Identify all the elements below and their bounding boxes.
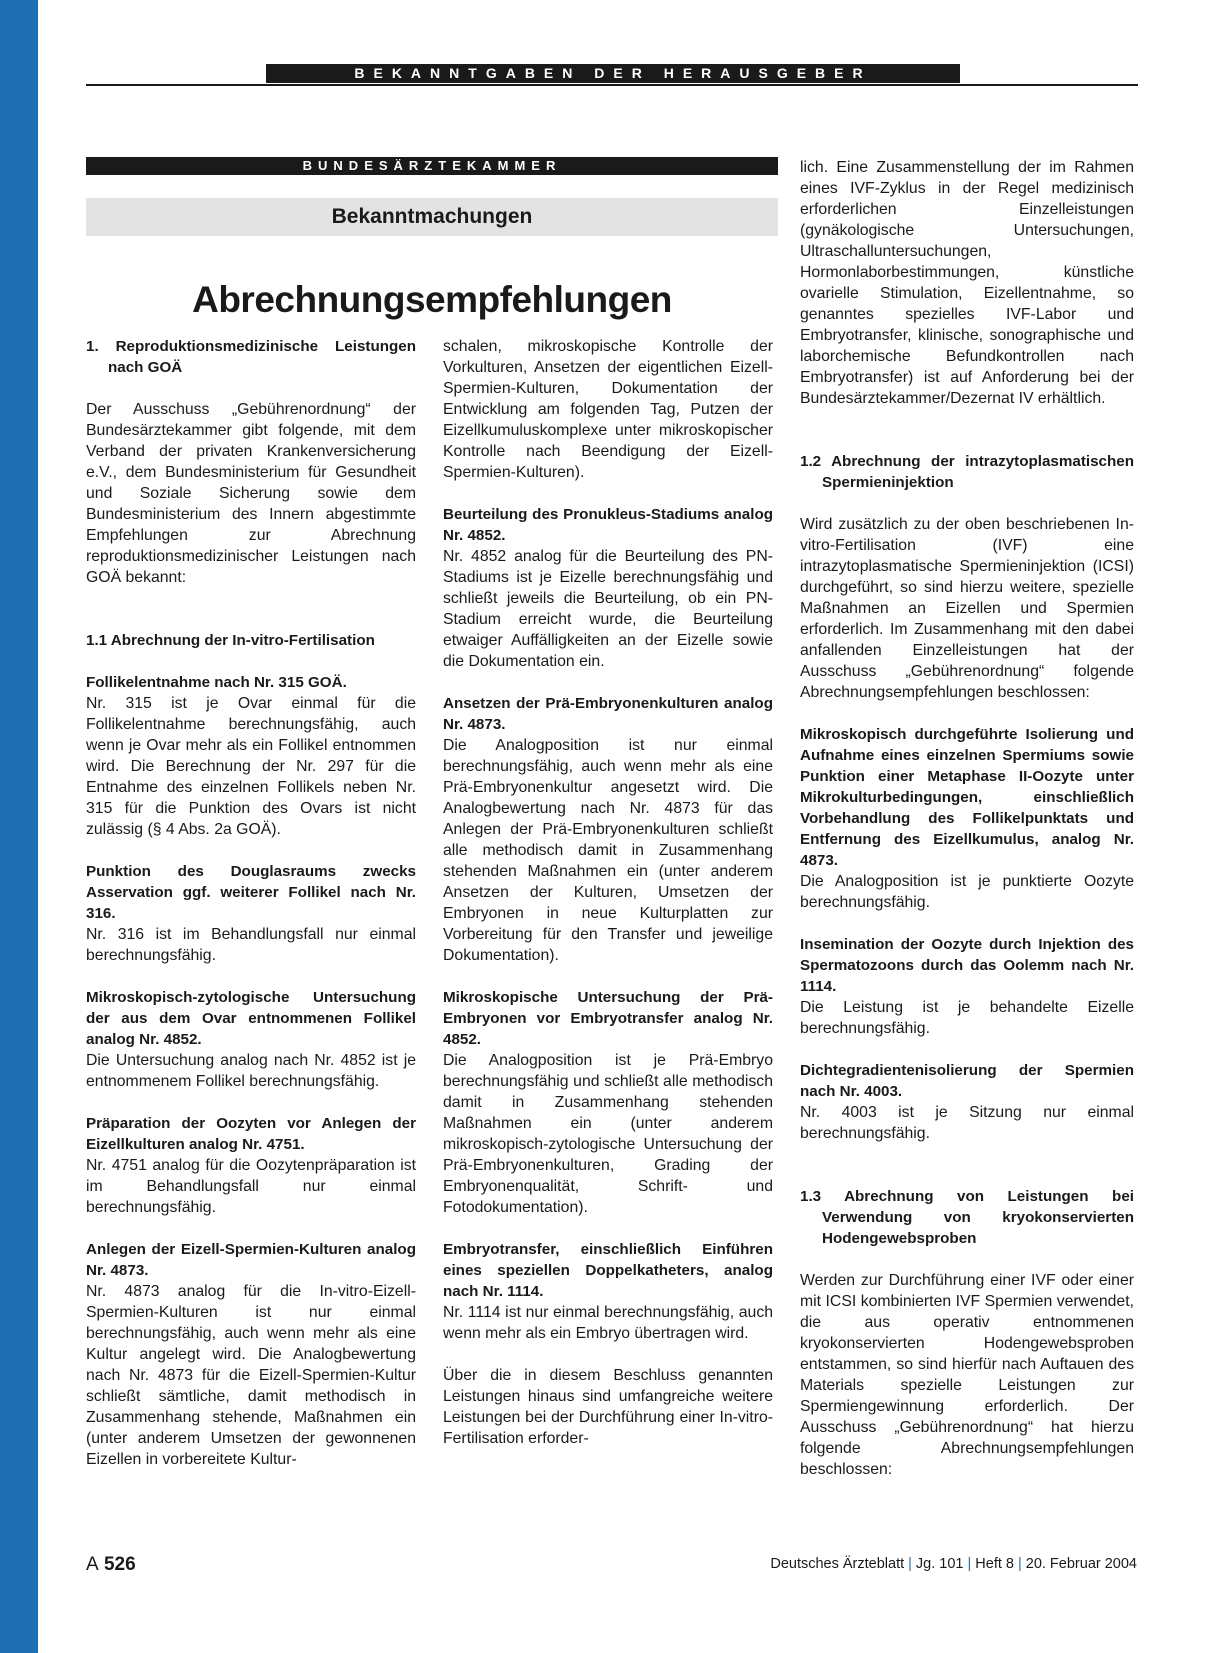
journal-name: Deutsches Ärzteblatt bbox=[770, 1556, 905, 1572]
paragraph: Nr. 4873 analog für die In-vitro-Eizell-Spermien-Kulturen ist nur einmal berechnungsfähig, auch wenn mehr als eine Kultur angelegt wird. Die Analogbewertung nach Nr. 4873 für die Eizell-Spermien-Kultur schließt sämtliche, damit methodisch in Zusammenhang stehende, Maßnahmen ein (unter anderem Umsetzen der gewonnenen Eizellen in vorbereitete Kultur- bbox=[86, 1283, 416, 1468]
item-heading: Dichtegradientenisolierung der Spermien nach Nr. 4003. bbox=[800, 1062, 1134, 1100]
paragraph: Wird zusätzlich zu der oben beschriebenen In-vitro-Fertilisation (IVF) eine intrazytoplasmatische Spermieninjektion (ICSI) durchgeführt, so sind hierzu weitere, spezielle Maßnahmen an Eizellen und Spermien erforderlich. Im Zusammenhang mit den dabei anfallenden Einzelleistungen hat der Ausschuss „Gebührenordnung“ folgende Abrechnungsempfehlungen beschlossen: bbox=[800, 516, 1134, 701]
separator: | bbox=[967, 1556, 972, 1572]
journal-issue: Heft 8 bbox=[975, 1556, 1014, 1572]
section-heading: 1.2 Abrechnung der intrazytoplasmatischen Spermieninjektion bbox=[800, 453, 1134, 491]
header-rule bbox=[86, 84, 1138, 86]
left-color-stripe bbox=[0, 0, 38, 1653]
paragraph: lich. Eine Zusammenstellung der im Rahmen eines IVF-Zyklus in der Regel medizinisch erforderlichen Einzelleistungen (gynäkologische Untersuchungen, Ultraschalluntersuchungen, Hormonlaborbestimmungen, künstliche ovarielle Stimulation, Eizellentnahme, so genanntes spezielles IVF-Labor und Embryotransfer, klinische, sonographische und laborchemische Befundkontrollen nach Embryotransfer) ist auf Anforderung bei der Bundesärztekammer/Dezernat IV erhältlich. bbox=[800, 159, 1134, 407]
item-heading: Punktion des Douglasraums zwecks Asservation ggf. weiterer Follikel nach Nr. 316. bbox=[86, 863, 416, 922]
subsection-band: Bekanntmachungen bbox=[86, 198, 778, 236]
paragraph: Nr. 4852 analog für die Beurteilung des PN-Stadiums ist je Eizelle berechnungsfähig und schließt jeweils die Beurteilung, ob ein PN-Stadium erreicht wurde, die Beurteilung etwaiger Auffälligkeiten an der Eizelle sowie die Dokumentation ein. bbox=[443, 548, 773, 670]
paragraph: Der Ausschuss „Gebührenordnung“ der Bundesärztekammer gibt folgende, mit dem Verband der privaten Krankenversicherung e.V., dem Bundesministerium für Gesundheit und Soziale Sicherung sowie dem Bundesministerium des Innern abgestimmte Empfehlungen zur Abrechnung reproduktionsmedizinischer Leistungen nach GOÄ bekannt: bbox=[86, 401, 416, 586]
page-prefix: A bbox=[86, 1554, 99, 1575]
item-heading: Mikroskopisch-zytologische Untersuchung der aus dem Ovar entnommenen Follikel analog Nr. 4852. bbox=[86, 989, 416, 1048]
page-number-value: 526 bbox=[103, 1554, 136, 1575]
item-heading: Insemination der Oozyte durch Injektion des Spermatozoons durch das Oolemm nach Nr. 1114. bbox=[800, 936, 1134, 995]
separator: | bbox=[908, 1556, 912, 1572]
paragraph: Nr. 4003 ist je Sitzung nur einmal berechnungsfähig. bbox=[800, 1104, 1134, 1142]
journal-volume: Jg. 101 bbox=[915, 1556, 964, 1572]
item-heading: Mikroskopisch durchgeführte Isolierung und Aufnahme eines einzelnen Spermiums sowie Punktion einer Metaphase II-Oozyte unter Mikrokulturbedingungen, einschließlich Vorbehandlung des Follikelpunktats und Entfernung des Eizellkumulus, analog Nr. 4873. bbox=[800, 726, 1134, 869]
section-heading: 1.3 Abrechnung von Leistungen bei Verwendung von kryokonservierten Hodengewebsproben bbox=[800, 1188, 1134, 1247]
paragraph: Nr. 1114 ist nur einmal berechnungsfähig, auch wenn mehr als ein Embryo übertragen wird. bbox=[443, 1304, 773, 1342]
item-heading: Follikelentnahme nach Nr. 315 GOÄ. bbox=[86, 674, 347, 691]
paragraph: Die Leistung ist je behandelte Eizelle berechnungsfähig. bbox=[800, 999, 1134, 1037]
item-heading: Ansetzen der Prä-Embryonenkulturen analog Nr. 4873. bbox=[443, 695, 773, 733]
column-1 bbox=[86, 336, 416, 1470]
column-3 bbox=[800, 157, 1134, 1480]
page-number bbox=[86, 1554, 136, 1576]
journal-date: 20. Februar 2004 bbox=[1025, 1556, 1137, 1572]
section-heading: 1. Reproduktionsmedizinische Leistungen nach GOÄ bbox=[86, 338, 416, 376]
item-heading: Beurteilung des Pronukleus-Stadiums analog Nr. 4852. bbox=[443, 506, 773, 544]
item-heading: Mikroskopische Untersuchung der Prä-Embryonen vor Embryotransfer analog Nr. 4852. bbox=[443, 989, 773, 1048]
paragraph: Nr. 4751 analog für die Oozytenpräparation ist im Behandlungsfall nur einmal berechnungsfähig. bbox=[86, 1157, 416, 1216]
paragraph: Werden zur Durchführung einer IVF oder einer mit ICSI kombinierten IVF Spermien verwendet, die aus operativ entnommenen kryokonservierten Hodengewebsproben entstammen, so sind hierfür nach Auftauen des Materials spezielle Leistungen zur Spermiengewinnung erforderlich. Der Ausschuss „Gebührenordnung“ hat hierzu folgende Abrechnungsempfehlungen beschlossen: bbox=[800, 1272, 1134, 1478]
item-heading: Embryotransfer, einschließlich Einführen eines speziellen Doppelkatheters, analog nach Nr. 1114. bbox=[443, 1241, 773, 1300]
paragraph: schalen, mikroskopische Kontrolle der Vorkulturen, Ansetzen der eigentlichen Eizell-Spermien-Kulturen, Dokumentation der Entwicklung am folgenden Tag, Putzen der Eizellkumuluskomplexe unter mikroskopischer Kontrolle nach Beendigung der Eizell-Spermien-Kulturen). bbox=[443, 338, 773, 481]
separator: | bbox=[1017, 1556, 1022, 1572]
page-title: Abrechnungsempfehlungen bbox=[192, 279, 672, 320]
header-band: BEKANNTGABEN DER HERAUSGEBER bbox=[266, 64, 960, 83]
journal-info bbox=[770, 1556, 1137, 1572]
paragraph: Die Analogposition ist je Prä-Embryo berechnungsfähig und schließt alle methodisch damit in Zusammenhang stehenden Maßnahmen ein (unter anderem mikroskopisch-zytologische Untersuchung der Prä-Embryonenkulturen, Grading der Embryonenqualität, Schrift- und Fotodokumentation). bbox=[443, 1052, 773, 1216]
paragraph: Die Analogposition ist je punktierte Oozyte berechnungsfähig. bbox=[800, 873, 1134, 911]
paragraph: Die Untersuchung analog nach Nr. 4852 ist je entnommenem Follikel berechnungsfähig. bbox=[86, 1052, 416, 1090]
item-heading: Anlegen der Eizell-Spermien-Kulturen analog Nr. 4873. bbox=[86, 1241, 416, 1279]
column-2 bbox=[443, 336, 773, 1449]
item-heading: Präparation der Oozyten vor Anlegen der Eizellkulturen analog Nr. 4751. bbox=[86, 1115, 416, 1153]
section-band: BUNDESÄRZTEKAMMER bbox=[86, 157, 778, 175]
paragraph: Nr. 315 ist je Ovar einmal für die Follikelentnahme berechnungsfähig, auch wenn je Ovar mehr als ein Follikel entnommen wird. Die Berechnung der Nr. 297 für die Entnahme des einzelnen Follikels neben Nr. 315 für die Punktion des Ovars ist nicht zulässig (§ 4 Abs. 2a GOÄ). bbox=[86, 695, 416, 838]
paragraph: Die Analogposition ist nur einmal berechnungsfähig, auch wenn mehr als eine Prä-Embryonenkultur angesetzt wird. Die Analogbewertung nach Nr. 4873 für das Anlegen der Prä-Embryonenkulturen schließt alle methodisch damit in Zusammenhang stehenden Maßnahmen ein (unter anderem Ansetzen der Kulturen, Umsetzen der Embryonen in neue Kulturplatten zur Vorbereitung für den Transfer und jeweilige Dokumentation). bbox=[443, 737, 773, 964]
paragraph: Nr. 316 ist im Behandlungsfall nur einmal berechnungsfähig. bbox=[86, 926, 416, 964]
section-heading: 1.1 Abrechnung der In-vitro-Fertilisation bbox=[86, 632, 375, 649]
paragraph: Über die in diesem Beschluss genannten Leistungen hinaus sind umfangreiche weitere Leistungen bei der Durchführung einer In-vitro-Fertilisation erforder- bbox=[443, 1367, 773, 1447]
